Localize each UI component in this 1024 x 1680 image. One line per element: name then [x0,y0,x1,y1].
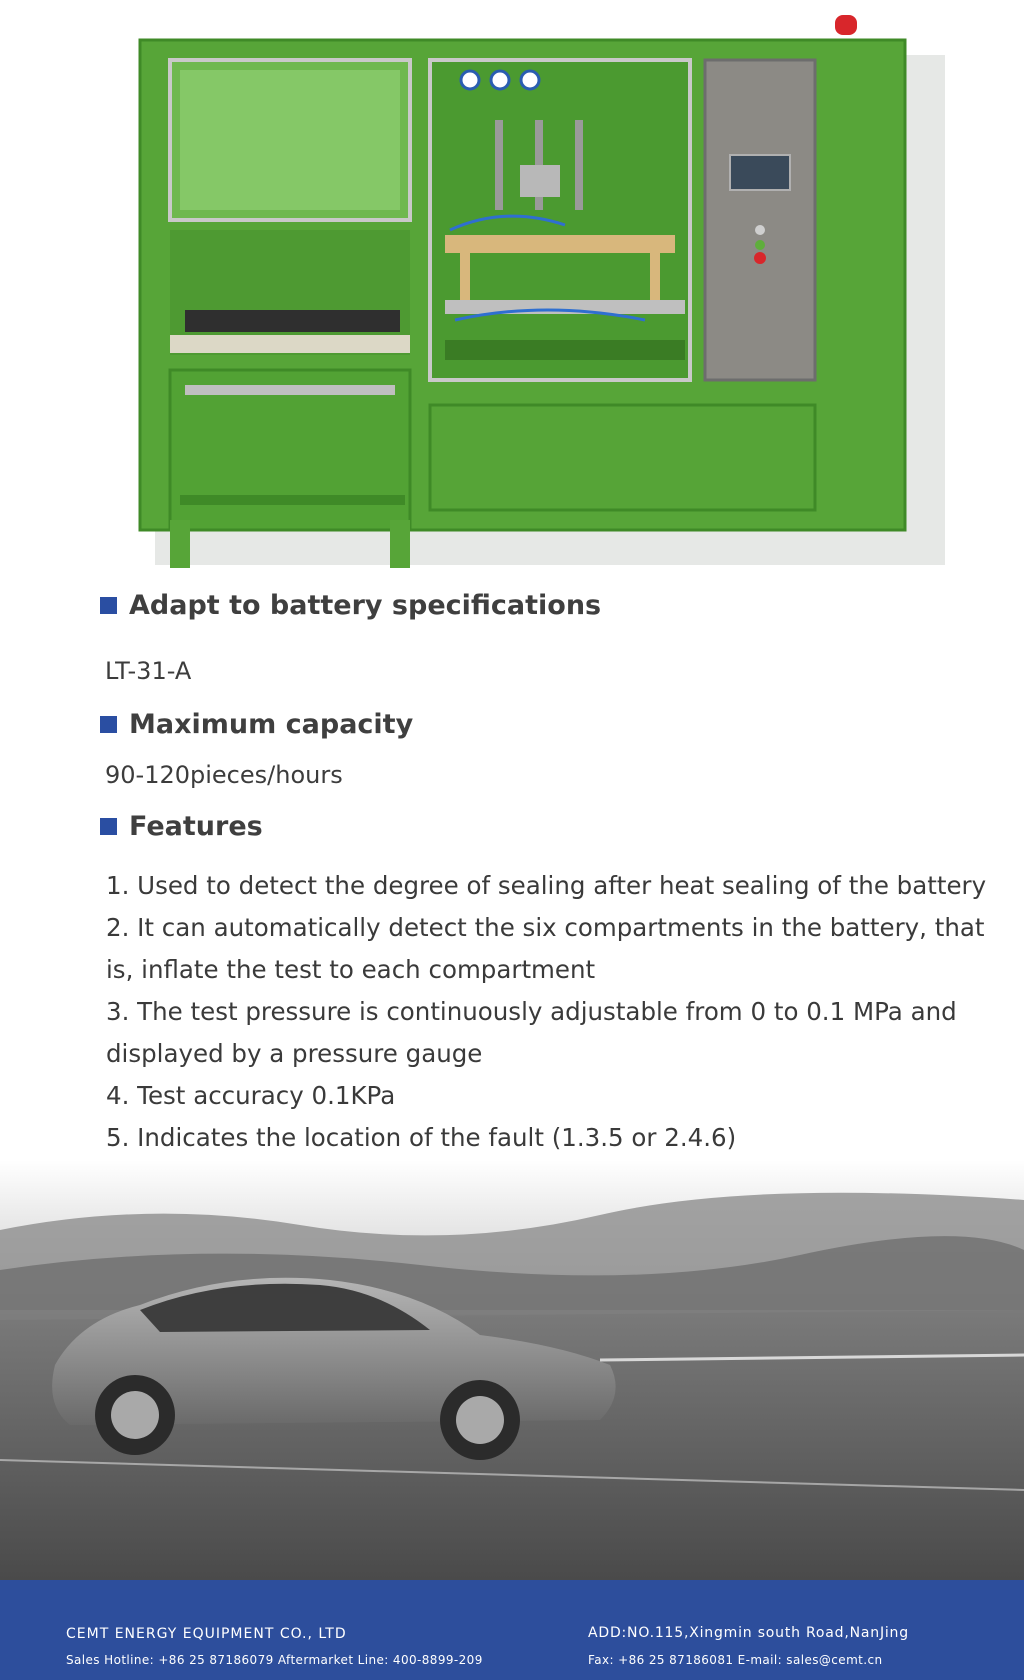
square-bullet-icon [100,716,117,733]
company-footer [0,1580,1024,1680]
feature-item: 1. Used to detect the degree of sealing after heat sealing of the battery [106,871,987,900]
square-bullet-icon [100,818,117,835]
feature-item: 5. Indicates the location of the fault (1.3.5 or 2.4.6) [106,1123,737,1152]
car-road-image [0,1160,1024,1580]
spec-heading [100,590,601,621]
warning-light-icon [835,15,857,35]
square-bullet-icon [100,597,117,614]
company-address: ADD:NO.115,Xingmin south Road,NanJing [588,1625,909,1641]
feature-item: 3. The test pressure is continuously adjustable from 0 to 0.1 MPa and displayed by a pressure gauge [106,997,957,1068]
capacity-title: Maximum capacity [129,709,414,740]
fax-email: Fax: +86 25 87186081 E-mail: sales@cemt.cn [588,1653,883,1667]
sales-hotline: Sales Hotline: +86 25 87186079 Aftermarket Line: 400-8899-209 [66,1653,483,1667]
features-title: Features [129,811,263,842]
spec-value: LT-31-A [105,657,192,685]
machine-image [125,0,945,575]
capacity-heading [100,709,413,740]
capacity-value: 90-120pieces/hours [105,761,343,789]
feature-item: 4. Test accuracy 0.1KPa [106,1081,396,1110]
features-heading [100,811,263,842]
feature-item: 2. It can automatically detect the six compartments in the battery, that is, inflate the test to each compartment [106,913,985,984]
company-name: CEMT ENERGY EQUIPMENT CO., LTD [66,1626,347,1642]
spec-title: Adapt to battery specifications [129,590,602,621]
